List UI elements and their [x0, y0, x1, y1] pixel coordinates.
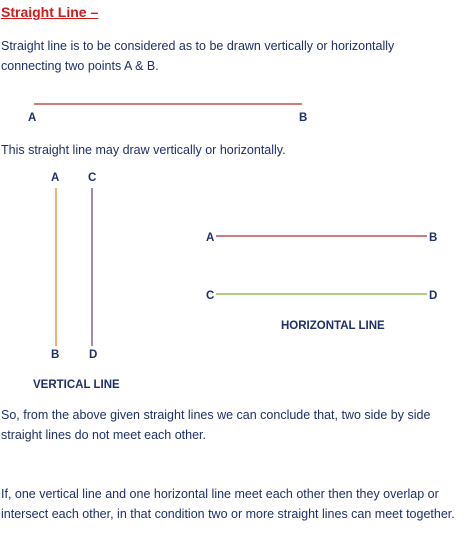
vertical-label-b: B: [51, 349, 60, 361]
vertical-line-caption: VERTICAL LINE: [33, 379, 120, 391]
label-b: B: [299, 112, 308, 124]
horizontal-label-c: C: [206, 290, 215, 302]
vertical-label-a: A: [51, 172, 60, 184]
horizontal-label-a: A: [206, 232, 215, 244]
direction-paragraph: This straight line may draw vertically or horizontally.: [1, 143, 286, 157]
conclusion-paragraph: So, from the above given straight lines we can conclude that, two side by side straight lines do not meet each other.: [1, 408, 431, 442]
vertical-label-d: D: [89, 349, 98, 361]
vertical-label-c: C: [88, 172, 97, 184]
horizontal-line-caption: HORIZONTAL LINE: [281, 320, 385, 332]
intersect-paragraph: If, one vertical line and one horizontal line meet each other then they overlap or intersect each other, in that condition two or more straight lines can meet together.: [1, 487, 455, 521]
label-a: A: [28, 112, 37, 124]
horizontal-label-d: D: [429, 290, 438, 302]
horizontal-label-b: B: [429, 232, 438, 244]
page-title: Straight Line –: [1, 4, 99, 20]
intro-paragraph: Straight line is to be considered as to be drawn vertically or horizontally connecting two points A & B.: [1, 39, 395, 73]
